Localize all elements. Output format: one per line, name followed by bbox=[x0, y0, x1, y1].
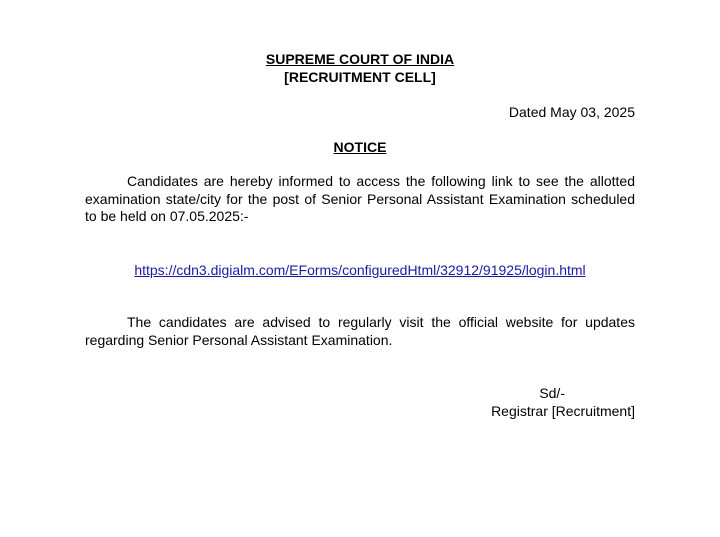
court-name: SUPREME COURT OF INDIA bbox=[265, 51, 455, 67]
notice-document bbox=[85, 0, 635, 537]
notice-date: Dated May 03, 2025 bbox=[508, 104, 635, 120]
signature-block bbox=[491, 384, 635, 420]
notice-title: NOTICE bbox=[333, 139, 387, 155]
cell-name: [RECRUITMENT CELL] bbox=[284, 69, 436, 85]
login-link[interactable]: https://cdn3.digialm.com/EForms/configuredHtml/32912/91925/login.html bbox=[134, 262, 586, 278]
signature-sd: Sd/- bbox=[539, 385, 565, 401]
document-header bbox=[85, 50, 635, 86]
signature-designation: Registrar [Recruitment] bbox=[491, 403, 635, 419]
link-line bbox=[85, 261, 635, 279]
notice-paragraph-2: The candidates are advised to regularly visit the official website for updates regarding Senior Personal Assistant Examination. bbox=[85, 314, 635, 348]
notice-paragraph-1: Candidates are hereby informed to access the following link to see the allotted examination state/city for the post of Senior Personal Assistant Examination scheduled to be held on 07.05.2025:- bbox=[85, 173, 635, 224]
